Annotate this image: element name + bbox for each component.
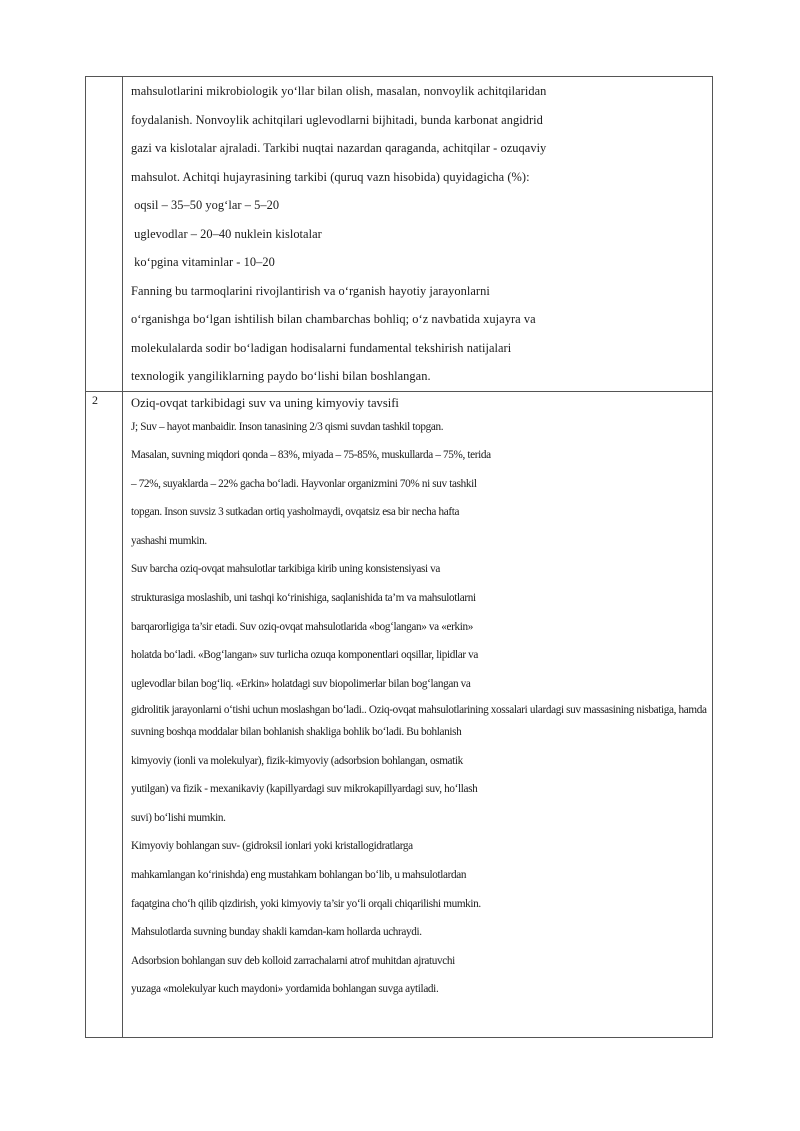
text-line: mahsulot. Achitqi hujayrasining tarkibi (quruq vazn hisobida) quyidagicha (%): [131, 169, 530, 184]
text-line: Masalan, suvning miqdori qonda – 83%, miyada – 75-85%, muskullarda – 75%, terida [131, 449, 491, 462]
text-line: holatda bo‘ladi. «Bog‘langan» suv turlicha ozuqa komponentlari oqsillar, lipidlar va [131, 649, 479, 662]
text-line: mahsulotlarini mikrobiologik yo‘llar bilan olish, masalan, nonvoylik achitqilaridan [131, 84, 547, 98]
table-row [86, 77, 713, 392]
text-line: oqsil – 35–50 yog‘lar – 5–20 [131, 198, 280, 212]
text-line: kimyoviy (ionli va molekulyar), fizik-kimyoviy (adsorbsion bohlangan, osmatik [131, 754, 463, 767]
text-line: J; Suv – hayot manbaidir. Inson tanasining 2/3 qismi suvdan tashkil topgan. [131, 420, 444, 433]
text-line: yuzaga «molekulyar kuch maydoni» yordamida bohlangan suvga aytiladi. [131, 983, 439, 996]
text-line: gazi va kislotalar ajraladi. Tarkibi nuqtai nazardan qaraganda, achitqilar - ozuqaviy [131, 141, 547, 155]
text-line: o‘rganishga bo‘lgan ishtilish bilan chambarchas bohliq; o‘z navbatida xujayra va [131, 312, 536, 326]
row-content-cell [123, 77, 713, 392]
text-line: yashashi mumkin. [131, 534, 207, 547]
row-content-cell [123, 391, 713, 1037]
text-line: barqarorligiga ta’sir etadi. Suv oziq-ovqat mahsulotlarida «bog‘langan» va «erkin» [131, 620, 473, 633]
text-line: Suv barcha oziq-ovqat mahsulotlar tarkibiga kirib uning konsistensiyasi va [131, 563, 441, 576]
text-line: yutilgan) va fizik - mexanikaviy (kapillyardagi suv mikrokapillyardagi suv, ho‘llash [131, 783, 478, 796]
text-line: molekulalarda sodir bo‘ladigan hodisalarni fundamental tekshirish natijalari [131, 340, 512, 355]
text-line: topgan. Inson suvsiz 3 sutkadan ortiq yasholmaydi, ovqatsiz esa bir necha hafta [131, 506, 460, 519]
text-line: Fanning bu tarmoqlarini rivojlantirish va o‘rganish hayotiy jarayonlarni [131, 283, 490, 298]
text-line: suvi) bo‘lishi mumkin. [131, 811, 226, 824]
text-line: ko‘pgina vitaminlar - 10–20 [131, 255, 275, 269]
text-line: – 72%, suyaklarda – 22% gacha bo‘ladi. Hayvonlar organizmini 70% ni suv tashkil [131, 477, 477, 490]
text-line: mahkamlangan ko‘rinishda) eng mustahkam bohlangan bo‘lib, u mahsulotlardan [131, 868, 467, 881]
text-line: uglevodlar – 20–40 nuklein kislotalar [131, 226, 322, 241]
text-line: Kimyoviy bohlangan suv- (gidroksil ionlari yoki kristallogidratlarga [131, 840, 413, 853]
text-line: Mahsulotlarda suvning bunday shakli kamdan-kam hollarda uchraydi. [131, 926, 422, 939]
row-number-cell [86, 77, 123, 392]
text-line: gidrolitik jarayonlarni o‘tishi uchun moslashgan bo‘ladi.. Oziq-ovqat mahsulotlarining xossalari ulardagi suv massasining nisbatiga, hamda [131, 704, 707, 717]
row-number [86, 77, 122, 78]
text-line: faqatgina cho‘h qilib qizdirish, yoki kimyoviy ta’sir yo‘li orqali chiqarilishi mumkin. [131, 897, 481, 910]
text-line: texnologik yangiliklarning paydo bo‘lishi bilan boshlangan. [131, 369, 431, 383]
row-number-cell [86, 391, 123, 1037]
section-title: Oziq-ovqat tarkibidagi suv va uning kimyoviy tavsifi [131, 395, 399, 410]
text-line: strukturasiga moslashib, uni tashqi ko‘rinishiga, saqlanishida ta’m va mahsulotlarni [131, 592, 476, 605]
content-table [85, 76, 713, 1038]
text-line: suvning boshqa moddalar bilan bohlanish shakliga bohlik bo‘ladi. Bu bohlanish [131, 725, 462, 738]
table-row [86, 391, 713, 1037]
text-line: uglevodlar bilan bog‘liq. «Erkin» holatdagi suv biopolimerlar bilan bog‘langan va [131, 677, 471, 690]
text-line: Adsorbsion bohlangan suv deb kolloid zarrachalarni atrof muhitdan ajratuvchi [131, 954, 455, 967]
text-line: foydalanish. Nonvoylik achitqilari uglevodlarni bijhitadi, bunda karbonat angidrid [131, 112, 543, 127]
row-number: 2 [92, 392, 98, 407]
